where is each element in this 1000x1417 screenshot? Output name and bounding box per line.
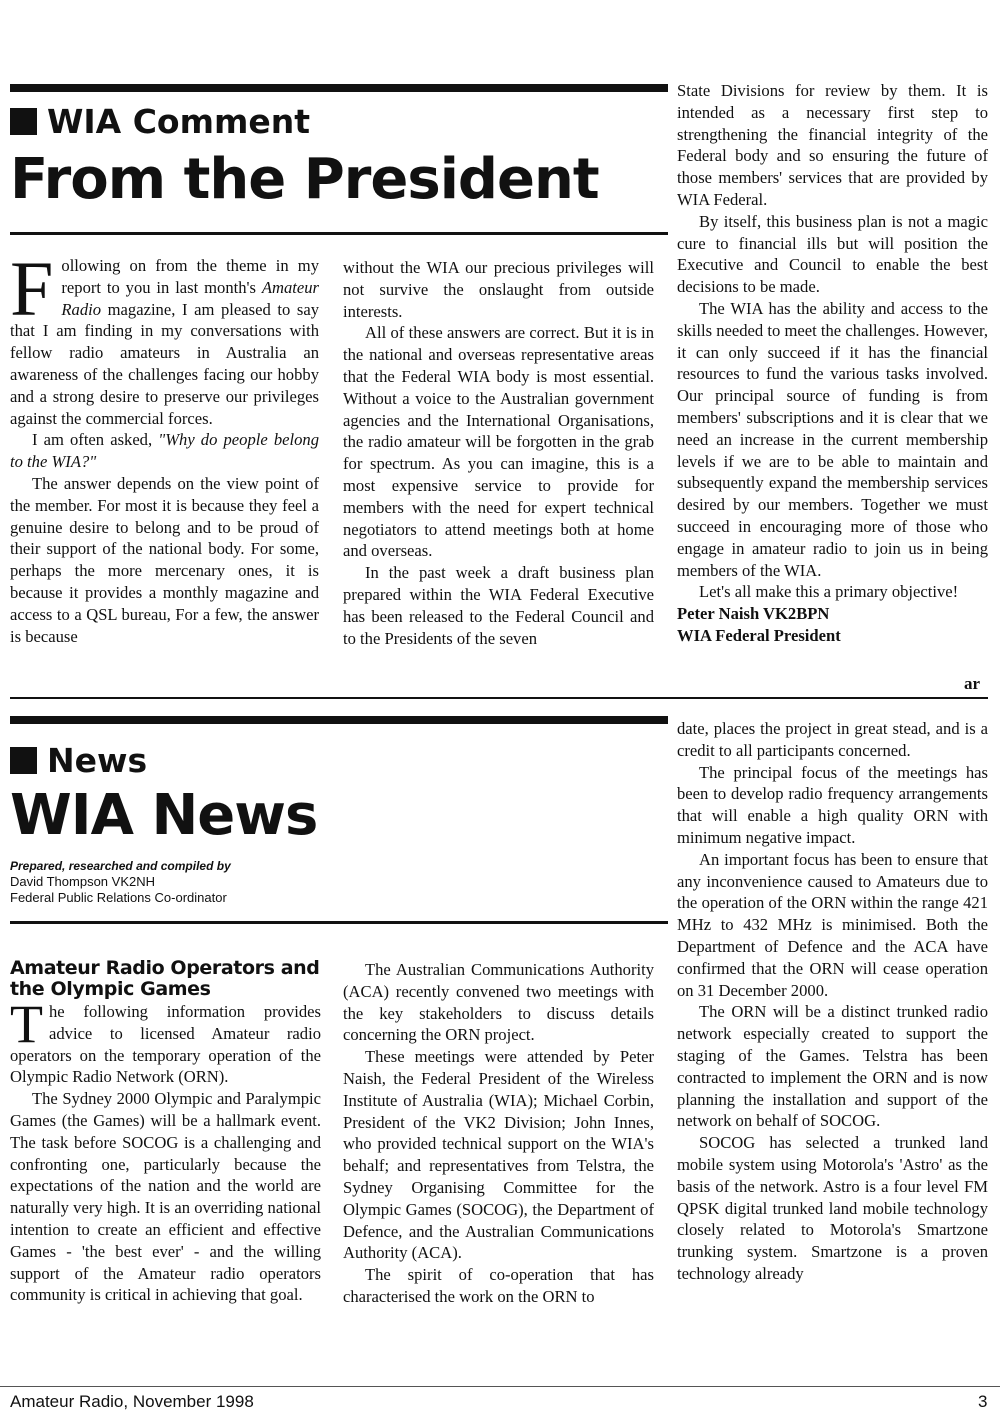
news-section-label: News <box>10 743 147 779</box>
comment-paragraph: State Divisions for review by them. It is intended as a necessary first step to strengthening the financial integrity of the Federal body and so ensuring the future of those members' services that are provided by WIA Federal. <box>677 81 988 209</box>
top-heading-rule <box>10 84 668 92</box>
news-paragraph: The spirit of co-operation that has characterised the work on the ORN to <box>343 1265 654 1306</box>
comment-paragraph: In the past week a draft business plan prepared within the WIA Federal Executive has been released to the Federal Council and to the Presidents of the seven <box>343 563 654 648</box>
news-paragraph: date, places the project in great stead, and is a credit to all participants concerned. <box>677 719 988 760</box>
news-paragraph: The Australian Communications Authority (ACA) recently convened two meetings with the key stakeholders to discuss details concerning the ORN project. <box>343 960 654 1045</box>
news-column-3 <box>677 718 988 1285</box>
comment-paragraph: The answer depends on the view point of the member. For most it is because they feel a genuine desire to belong and to be proud of their support of the national body. For some, perhaps the more mercenary ones, it is because it provides a monthly magazine and access to a QSL bureau, For a few, the answer is because <box>10 473 319 646</box>
section-square-icon <box>10 747 37 774</box>
news-paragraph: SOCOG has selected a trunked land mobile system using Motorola's 'Astro' as the basis of the network. Astro is a four level FM QPSK digital trunked land mobile technology closely related to Motorola's Smartzone trunking system. Smartzone is a proven technology already <box>677 1133 988 1283</box>
news-paragraph: These meetings were attended by Peter Naish, the Federal President of the Wireless Institute of Australia (WIA); Michael Corbin, President of the VK2 Division; John Innes, who provided technical support on the WIA's behalf; and representatives from Telstra, the Sydney Organising Committee for the Olympic Games (SOCOG), the Department of Defence, and the Australian Communications Authority (ACA). <box>343 1047 654 1263</box>
news-byline: Prepared, researched and compiled by David Thompson VK2NH Federal Public Relations Co-ordinator <box>10 859 231 905</box>
comment-paragraph: without the WIA our precious privileges will not survive the onslaught from outside interests. <box>343 258 654 321</box>
article-title: Amateur Radio Operators and the Olympic Games <box>10 957 320 1000</box>
comment-paragraph: All of these answers are correct. But it is in the national and overseas representative areas that the Federal WIA body is most essential. Without a voice to the Australian government agencies and the International Organisations, the radio amateur will be forgotten in the grab for spectrum. As you can imagine, this is a most expensive service to provide for members with the need for expert technical negotiators to attend meetings both at home and overseas. <box>343 323 654 561</box>
comment-column-3 <box>677 80 988 647</box>
signature-name: Peter Naish VK2BPN <box>677 604 830 624</box>
comment-title: From the President <box>10 147 599 212</box>
comment-paragraph: Let's all make this a primary objective! <box>699 582 959 602</box>
comment-paragraph: By itself, this business plan is not a magic cure to financial ills but will position the Executive and Council to enable the best decisions to be made. <box>677 211 988 297</box>
news-paragraph: The ORN will be a distinct trunked radio network especially created to support the staging of the Games. Telstra has been contracted to implement the ORN and is now planning the installation and support of the network on behalf of SOCOG. <box>677 1002 988 1131</box>
comment-paragraph: I am often asked, "Why do people belong to the WIA?" <box>10 430 319 472</box>
comment-title-underline <box>10 232 668 235</box>
news-paragraph: The following information provides advice to licensed Amateur radio operators on the temporary operation of the Olympic Radio Network (ORN). <box>10 994 321 1087</box>
comment-section-label: WIA Comment <box>10 104 310 140</box>
comment-paragraph: Following on from the theme in my report to you in last month's Amateur Radio magazine, I am pleased to say that I am finding in my conversations with fellow radio amateurs in Australia an awareness of the challenges facing our hobby and a strong desire to preserve our privileges against the commercial forces. <box>10 245 319 428</box>
section-divider <box>10 697 988 699</box>
news-paragraph: An important focus has been to ensure that any inconvenience caused to Amateurs due to the operation of the ORN within the range 421 MHz to 432 MHz is minimised. Both the Department of Defence and the ACA have confirmed that the ORN will cease operation on 31 December 2000. <box>677 849 988 1000</box>
news-column-2 <box>343 959 654 1308</box>
section-square-icon <box>10 108 37 135</box>
comment-column-1 <box>10 245 319 647</box>
news-heading-rule <box>10 716 668 724</box>
footer-page-number: 3 <box>978 1392 988 1411</box>
footer-rule <box>0 1386 1000 1387</box>
drop-cap: F <box>10 245 54 332</box>
news-title-underline <box>10 921 668 924</box>
signature-title: WIA Federal President <box>677 625 841 645</box>
news-paragraph: The Sydney 2000 Olympic and Paralympic Games (the Games) will be a hallmark event. The task before SOCOG is a challenging and confronting one, particularly because the expectations of the nation and the world are naturally very high. It is an overriding national intention to create an efficient and effective Games - 'the best ever' - and the willing support of the Amateur radio operators community is critical in achieving that goal. <box>10 1089 321 1305</box>
comment-paragraph: The WIA has the ability and access to the skills needed to meet the challenges. However, it can only succeed if it has the financial resources to fund the various tasks involved. Our principal source of funding is from members' subscriptions and it is clear that we need an increase in the current membership levels if we are to be able to maintain and subsequently expand the membership services desired by our members. Together we must succeed in encouraging more of those who engage in amateur radio to join us in being members of the WIA. <box>677 298 988 580</box>
news-title: WIA News <box>10 783 318 848</box>
news-paragraph: The principal focus of the meetings has been to develop radio frequency arrangements that will enable a high quality ORN with minimum negative impact. <box>677 762 988 847</box>
news-column-1 <box>10 958 321 1306</box>
end-mark: ar <box>964 674 981 693</box>
footer-publication: Amateur Radio, November 1998 <box>10 1392 254 1411</box>
drop-cap: T <box>10 994 43 1054</box>
comment-column-2 <box>343 257 654 649</box>
